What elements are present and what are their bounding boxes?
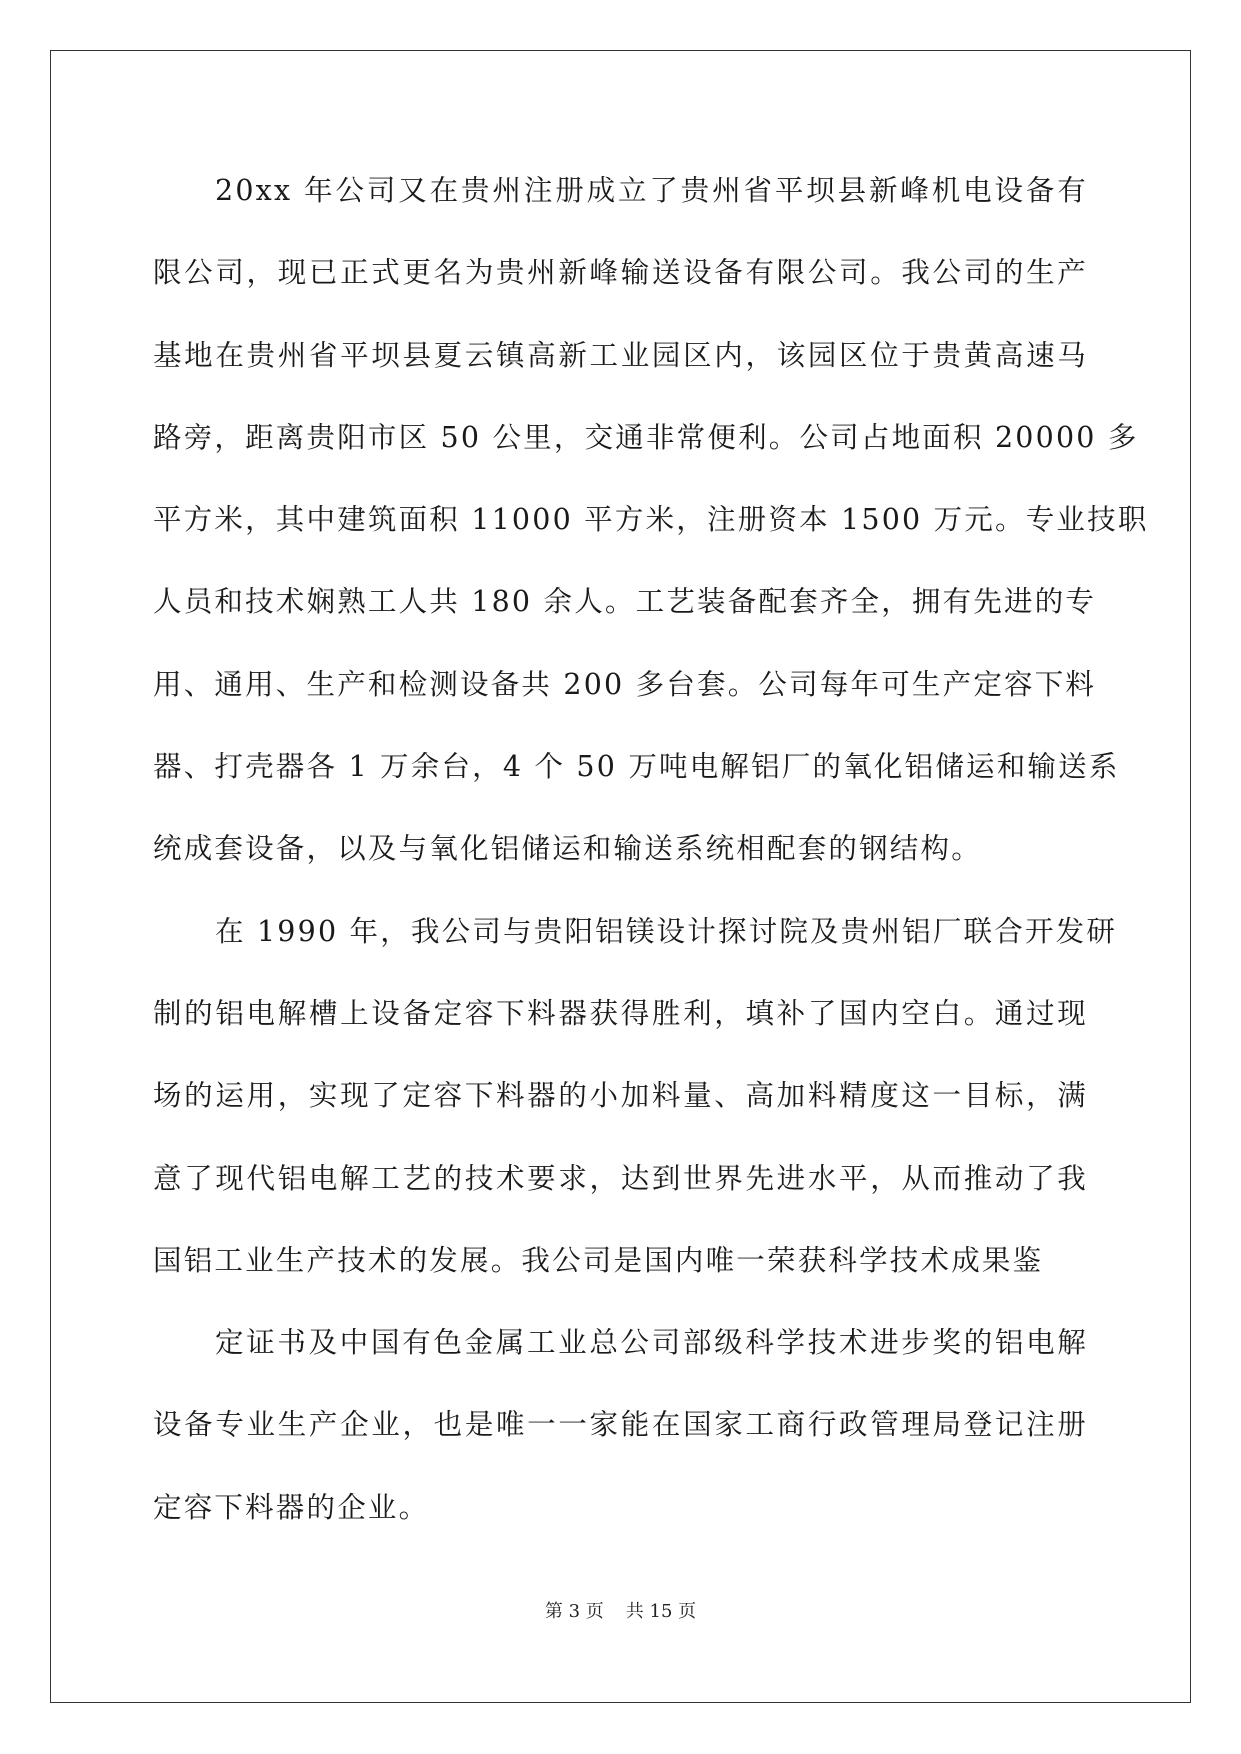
text-line: 平方米，其中建筑面积 11000 平方米，注册资本 1500 万元。专业技职 xyxy=(153,503,1149,537)
text-line: 人员和技术娴熟工人共 180 余人。工艺装备配套齐全，拥有先进的专 xyxy=(153,585,1097,619)
text-line: 器、打壳器各 1 万余台，4 个 50 万吨电解铝厂的氧化铝储运和输送系 xyxy=(153,750,1120,784)
text-line: 限公司，现已正式更名为贵州新峰输送设备有限公司。我公司的生产 xyxy=(153,256,1088,290)
text-line: 统成套设备，以及与氧化铝储运和输送系统相配套的钢结构。 xyxy=(153,832,982,866)
page-number: 第 3 页 xyxy=(544,1601,604,1622)
text-line: 定容下料器的企业。 xyxy=(153,1490,430,1524)
text-line: 20xx 年公司又在贵州注册成立了贵州省平坝县新峰机电设备有 xyxy=(215,174,1088,207)
text-line: 用、通用、生产和检测设备共 200 多台套。公司每年可生产定容下料 xyxy=(153,667,1097,701)
page-footer xyxy=(0,1597,1241,1623)
text-line: 在 1990 年，我公司与贵阳铝镁设计探讨院及贵州铝厂联合开发研 xyxy=(215,914,1118,948)
paragraph xyxy=(153,899,1118,1310)
text-line: 定证书及中国有色金属工业总公司部级科学技术进步奖的铝电解 xyxy=(215,1326,1088,1360)
text-line: 国铝工业生产技术的发展。我公司是国内唯一荣获科学技术成果鉴 xyxy=(153,1243,1044,1277)
text-line: 基地在贵州省平坝县夏云镇高新工业园区内，该园区位于贵黄高速马 xyxy=(153,338,1088,372)
text-line: 设备专业生产企业，也是唯一一家能在国家工商行政管理局登记注册 xyxy=(153,1408,1088,1442)
text-line: 路旁，距离贵阳市区 50 公里，交通非常便利。公司占地面积 20000 多 xyxy=(153,420,1139,454)
paragraph xyxy=(153,158,1149,899)
text-line: 场的运用，实现了定容下料器的小加料量、高加料精度这一目标，满 xyxy=(153,1079,1088,1113)
paragraph xyxy=(153,1310,1088,1557)
document-body xyxy=(153,158,1149,1557)
page-total: 共 15 页 xyxy=(625,1601,697,1622)
text-line: 意了现代铝电解工艺的技术要求，达到世界先进水平，从而推动了我 xyxy=(153,1161,1088,1195)
text-line: 制的铝电解槽上设备定容下料器获得胜利，填补了国内空白。通过现 xyxy=(153,996,1088,1030)
